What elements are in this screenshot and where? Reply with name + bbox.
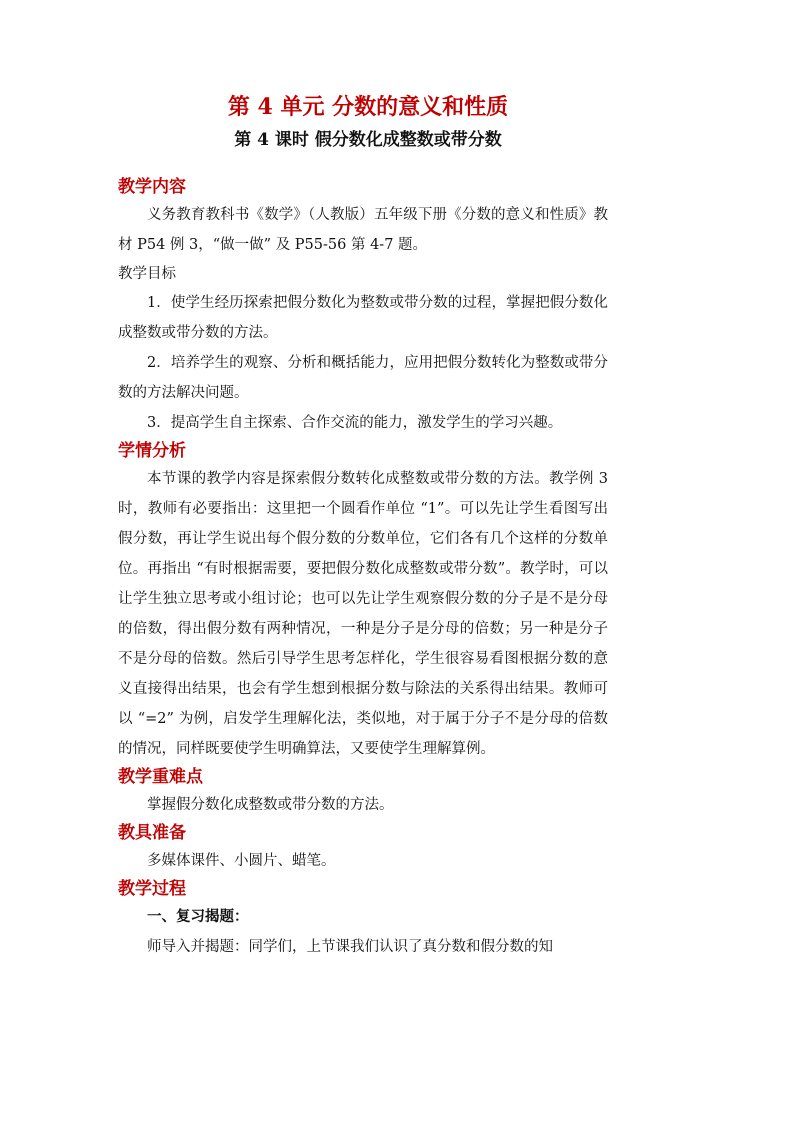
section-heading-analysis: 学情分析 xyxy=(118,441,186,461)
materials-paragraph: 多媒体课件、小圆片、蜡笔。 xyxy=(147,853,336,869)
process-paragraph: 师导入并揭题：同学们，上节课我们认识了真分数和假分数的知 xyxy=(147,939,553,955)
section-analysis xyxy=(118,438,608,764)
section-heading-goals: 教学目标 xyxy=(118,266,176,282)
analysis-paragraph: 本节课的教学内容是探索假分数转化成整数或带分数的方法。教学例 3 时，教师有必要指出：这里把一个圆看作单位 “1”。可以先让学生看图写出假分数，再让学生说出每个假分数的分数单位，它们各有几个这样的分数单位。再指出 “有时根据需要，要把假分数化成整数或带分数”。教学时，可以让学生独立思考或小组讨论；也可以先让学生观察假分数的分子是不是分母的倍数，得出假分数有两种情况，一种是分子是分母的倍数；另一种是分子不是分母的倍数。然后引导学生思考怎样化，学生很容易看图根据分数的意义直接得出结果，也会有学生想到根据分数与除法的关系得出结果。教师可以 “=2” 为例，启发学生理解化法，类似地，对于属于分子不是分母的倍数的情况，同样既要使学生明确算法，又要使学生理解算例。 xyxy=(118,471,608,757)
process-subheading: 一、复习揭题： xyxy=(147,909,249,925)
document-content xyxy=(118,92,608,962)
section-goals xyxy=(118,260,608,438)
page-title: 第 4 单元 分数的意义和性质 xyxy=(227,94,509,120)
section-process xyxy=(118,876,608,962)
section-heading-content: 教学内容 xyxy=(118,177,186,197)
section-keypoints xyxy=(118,764,608,820)
goal-item: 2．培养学生的观察、分析和概括能力，应用把假分数转化为整数或带分数的方法解决问题。 xyxy=(118,355,608,401)
section-heading-materials: 教具准备 xyxy=(118,823,186,843)
goal-item: 3．提高学生自主探索、合作交流的能力，激发学生的学习兴趣。 xyxy=(147,415,563,431)
content-paragraph: 义务教育教科书《数学》（人教版）五年级下册《分数的意义和性质》教材 P54 例 3，“做一做” 及 P55-56 第 4-7 题。 xyxy=(118,207,608,253)
section-heading-keypoints: 教学重难点 xyxy=(118,767,203,787)
page-subtitle: 第 4 课时 假分数化成整数或带分数 xyxy=(234,130,502,150)
section-content xyxy=(118,174,608,260)
section-heading-process: 教学过程 xyxy=(118,879,186,899)
goal-item: 1．使学生经历探索把假分数化为整数或带分数的过程，掌握把假分数化成整数或带分数的方法。 xyxy=(118,295,608,341)
section-materials xyxy=(118,820,608,876)
keypoints-paragraph: 掌握假分数化成整数或带分数的方法。 xyxy=(147,797,394,813)
